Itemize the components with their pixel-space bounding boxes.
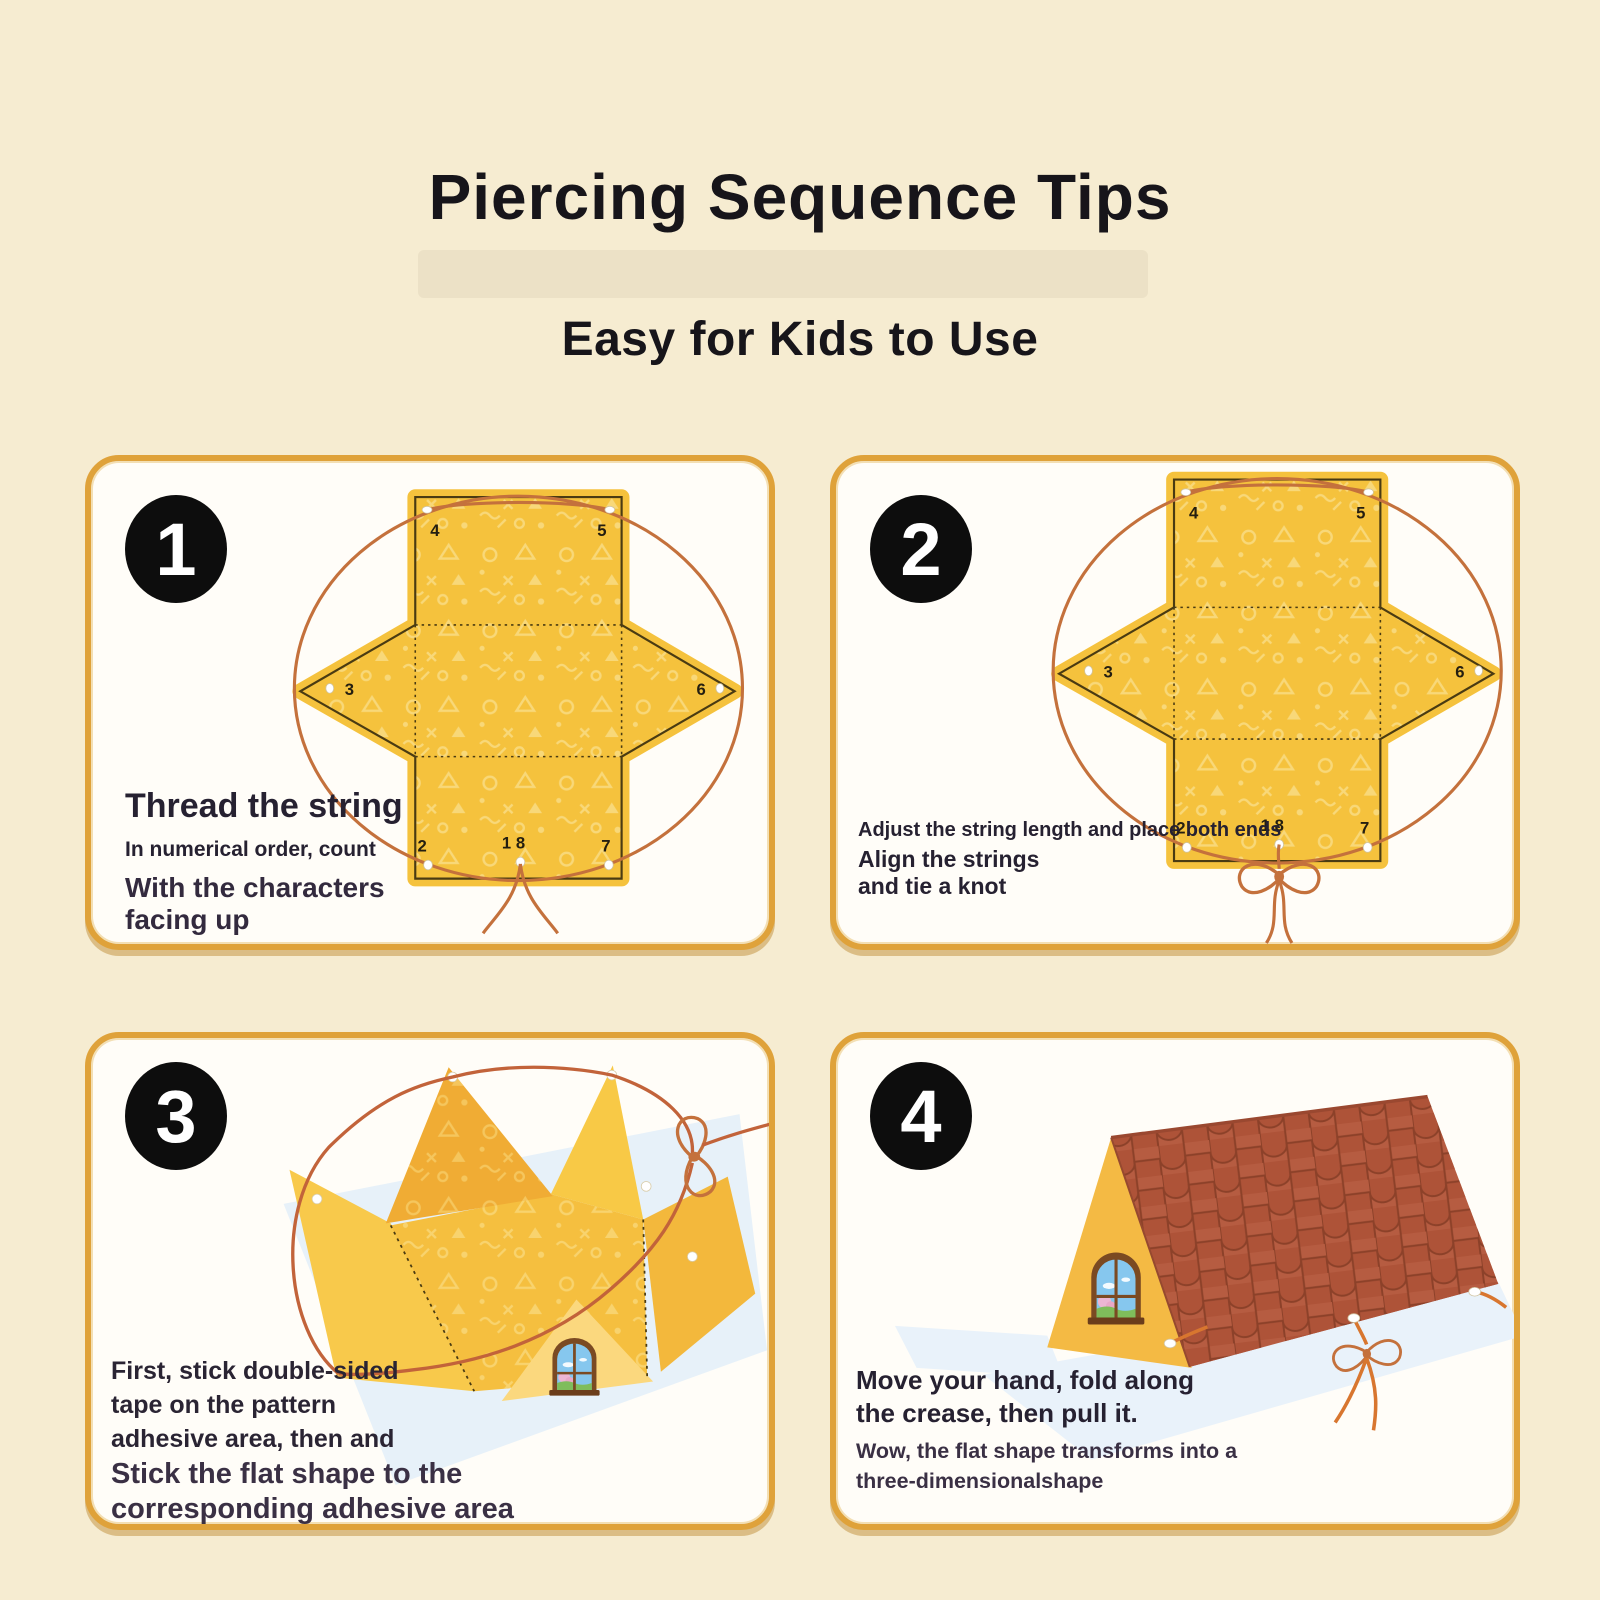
page-title: Piercing Sequence Tips bbox=[428, 161, 1172, 233]
step-3-caption-line-3: adhesive area, then and bbox=[111, 1425, 395, 1453]
step-2-card bbox=[830, 455, 1520, 950]
step-1-caption-line-1: Thread the string bbox=[125, 787, 403, 825]
step-4-caption bbox=[856, 1364, 1237, 1496]
step-2-caption-line-1: Adjust the string length and place both ends bbox=[858, 819, 1282, 841]
step-2-number-badge: 2 bbox=[870, 495, 972, 603]
step-4-caption-line-3: Wow, the flat shape transforms into a bbox=[856, 1439, 1238, 1463]
step-1-caption-line-2: In numerical order, count bbox=[125, 838, 376, 861]
step-4-caption-line-4: three-dimensionalshape bbox=[856, 1469, 1104, 1493]
house-window bbox=[549, 1338, 599, 1396]
step-3-caption-line-2: tape on the pattern bbox=[111, 1391, 337, 1419]
step-3-card bbox=[85, 1032, 775, 1530]
step-1-caption bbox=[125, 785, 403, 936]
step-2-caption-line-2: Align the strings bbox=[858, 846, 1040, 872]
step-2-caption bbox=[858, 817, 1281, 900]
step-1-caption-line-4: facing up bbox=[125, 904, 250, 935]
step-3-caption-line-5: corresponding adhesive area bbox=[111, 1493, 514, 1525]
step-2-caption-line-3: and tie a knot bbox=[858, 873, 1007, 899]
page-subtitle: Easy for Kids to Use bbox=[561, 313, 1039, 366]
step-1-number-badge: 1 bbox=[125, 495, 227, 603]
step-4-caption-line-2: the crease, then pull it. bbox=[856, 1398, 1138, 1428]
step-4-number-badge: 4 bbox=[870, 1062, 972, 1170]
house-window bbox=[1088, 1253, 1145, 1325]
step-3-caption-line-4: Stick the flat shape to the bbox=[111, 1458, 463, 1490]
scan-smudge-band bbox=[418, 250, 1148, 298]
step-4-card bbox=[830, 1032, 1520, 1530]
partly-folded-paper bbox=[289, 1065, 755, 1401]
step-4-caption-line-1: Move your hand, fold along bbox=[856, 1365, 1194, 1395]
step-1-caption-line-3: With the characters bbox=[125, 872, 385, 903]
step-3-number-badge: 3 bbox=[125, 1062, 227, 1170]
step-1-card bbox=[85, 455, 775, 950]
step-3-caption-line-1: First, stick double-sided bbox=[111, 1357, 399, 1385]
step-3-caption bbox=[111, 1354, 514, 1527]
